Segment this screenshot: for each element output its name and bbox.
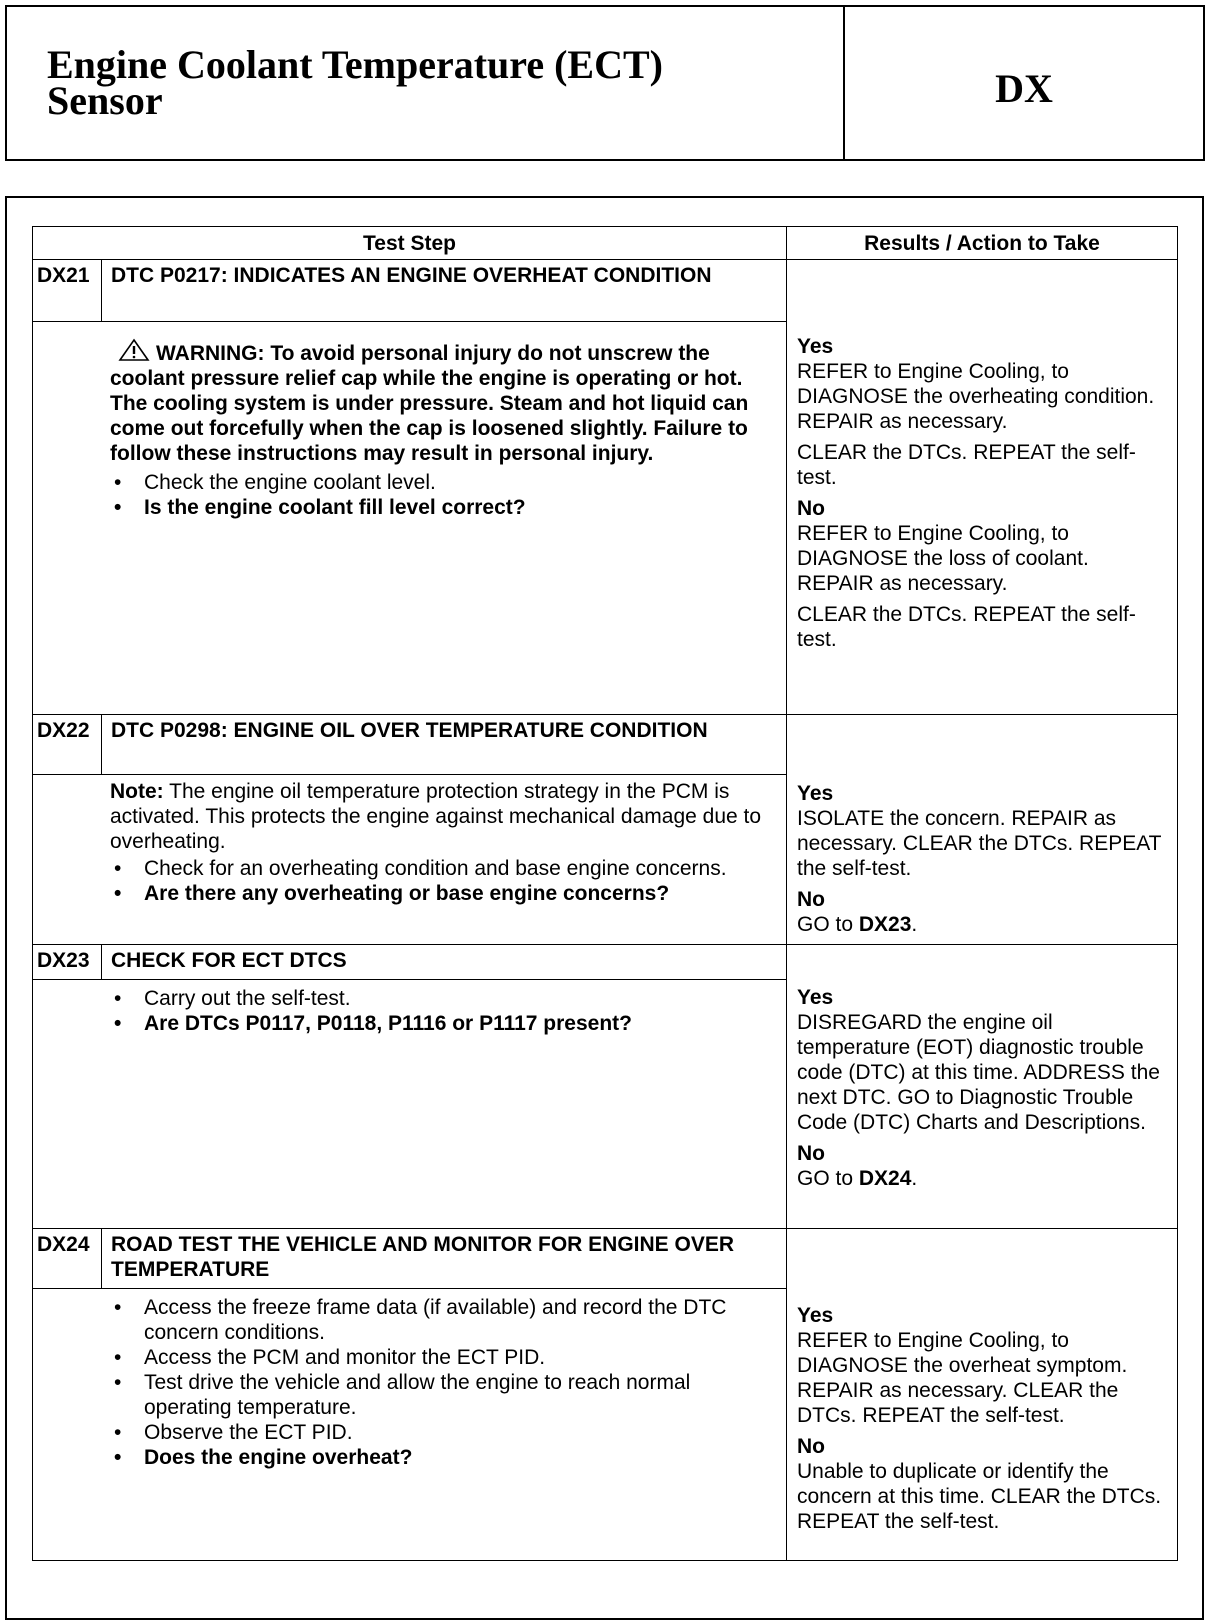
list-item: • Is the engine coolant fill level correct? xyxy=(110,495,774,520)
step-title-row xyxy=(33,260,1178,322)
no-action: REFER to Engine Cooling, to DIAGNOSE the loss of coolant. REPAIR as necessary. xyxy=(797,522,1089,595)
title-line: Sensor xyxy=(47,78,163,123)
step-checklist xyxy=(110,986,774,1036)
step-title-row xyxy=(33,715,1178,775)
no-action xyxy=(797,912,1167,937)
yes-label: Yes xyxy=(797,986,834,1009)
warning-triangle-icon xyxy=(118,338,150,362)
step-id: DX23 xyxy=(33,945,102,980)
page-title xyxy=(47,42,663,123)
no-action: Unable to duplicate or identify the concern at this time. CLEAR the DTCs. REPEAT the self-test. xyxy=(797,1460,1162,1533)
step-body xyxy=(33,1289,787,1561)
step-body xyxy=(33,322,787,715)
step-title: DTC P0217: INDICATES AN ENGINE OVERHEAT CONDITION xyxy=(102,260,787,322)
no-label: No xyxy=(797,497,825,520)
list-item: • Carry out the self-test. xyxy=(110,986,774,1011)
no-label: No xyxy=(797,888,825,911)
step-checklist xyxy=(110,470,774,520)
step-title: ROAD TEST THE VEHICLE AND MONITOR FOR ENGINE OVER TEMPERATURE xyxy=(102,1229,787,1289)
yes-action: REFER to Engine Cooling, to DIAGNOSE the overheating condition. REPAIR as necessary. xyxy=(797,360,1155,433)
step-id: DX22 xyxy=(33,715,102,775)
no-label: No xyxy=(797,1142,825,1165)
list-item: • Does the engine overheat? xyxy=(110,1445,774,1470)
yes-label: Yes xyxy=(797,1304,834,1327)
step-title-row xyxy=(33,945,1178,980)
step-results xyxy=(787,945,1178,1229)
step-title: CHECK FOR ECT DTCS xyxy=(102,945,787,980)
col-header-test-step: Test Step xyxy=(33,227,787,260)
step-body xyxy=(33,775,787,945)
table-header-row xyxy=(33,227,1178,260)
go-to-step-link[interactable]: DX23 xyxy=(858,913,912,936)
step-results xyxy=(787,260,1178,715)
step-body xyxy=(33,980,787,1229)
list-item: • Are DTCs P0117, P0118, P1116 or P1117 present? xyxy=(110,1011,774,1036)
title-line: Engine Coolant Temperature (ECT) xyxy=(47,42,663,87)
no-action-text: GO to xyxy=(797,1167,859,1190)
step-checklist xyxy=(110,1295,774,1470)
page-header xyxy=(5,5,1205,161)
yes-label: Yes xyxy=(797,782,834,805)
warning-text: WARNING: To avoid personal injury do not unscrew the coolant pressure relief cap while the engine is operating or hot. The cooling system is under pressure. Steam and hot liquid can come out forcefully when the cap is loosened slightly. Failure to follow these instructions may result in personal injury. xyxy=(110,338,774,466)
note-label: Note: xyxy=(110,780,164,803)
list-item: • Check for an overheating condition and base engine concerns. xyxy=(110,856,774,881)
section-code: DX xyxy=(995,66,1053,111)
list-item: • Access the freeze frame data (if available) and record the DTC concern conditions. xyxy=(110,1295,774,1345)
punctuation: . xyxy=(911,913,918,936)
step-title-row xyxy=(33,1229,1178,1289)
step-id: DX24 xyxy=(33,1229,102,1289)
no-action-text: GO to xyxy=(797,913,859,936)
step-results xyxy=(787,1229,1178,1561)
yes-action: CLEAR the DTCs. REPEAT the self-test. xyxy=(797,441,1136,489)
list-item: • Observe the ECT PID. xyxy=(110,1420,774,1445)
no-action xyxy=(797,1166,1167,1191)
step-checklist xyxy=(110,856,774,906)
step-id: DX21 xyxy=(33,260,102,322)
diagnostic-table xyxy=(32,226,1178,1561)
go-to-step-link[interactable]: DX24 xyxy=(858,1167,912,1190)
yes-action: DISREGARD the engine oil temperature (EOT) diagnostic trouble code (DTC) at this time. ADDRESS the next DTC. GO to Diagnostic Trouble Code (DTC) Charts and Descriptions. xyxy=(797,1011,1160,1134)
col-header-results: Results / Action to Take xyxy=(787,227,1178,260)
list-item: • Check the engine coolant level. xyxy=(110,470,774,495)
no-action: CLEAR the DTCs. REPEAT the self-test. xyxy=(797,603,1136,651)
list-item: • Access the PCM and monitor the ECT PID. xyxy=(110,1345,774,1370)
yes-label: Yes xyxy=(797,335,834,358)
note-text xyxy=(110,779,774,854)
step-results xyxy=(787,715,1178,945)
no-label: No xyxy=(797,1435,825,1458)
list-item: • Test drive the vehicle and allow the engine to reach normal operating temperature. xyxy=(110,1370,774,1420)
yes-action: REFER to Engine Cooling, to DIAGNOSE the overheat symptom. REPAIR as necessary. CLEAR the DTCs. REPEAT the self-test. xyxy=(797,1329,1128,1427)
yes-action: ISOLATE the concern. REPAIR as necessary. CLEAR the DTCs. REPEAT the self-test. xyxy=(797,807,1162,880)
list-item: • Are there any overheating or base engine concerns? xyxy=(110,881,774,906)
step-title: DTC P0298: ENGINE OIL OVER TEMPERATURE CONDITION xyxy=(102,715,787,775)
punctuation: . xyxy=(911,1167,918,1190)
note-body: The engine oil temperature protection strategy in the PCM is activated. This protects the engine against mechanical damage due to overheating. xyxy=(110,780,762,853)
